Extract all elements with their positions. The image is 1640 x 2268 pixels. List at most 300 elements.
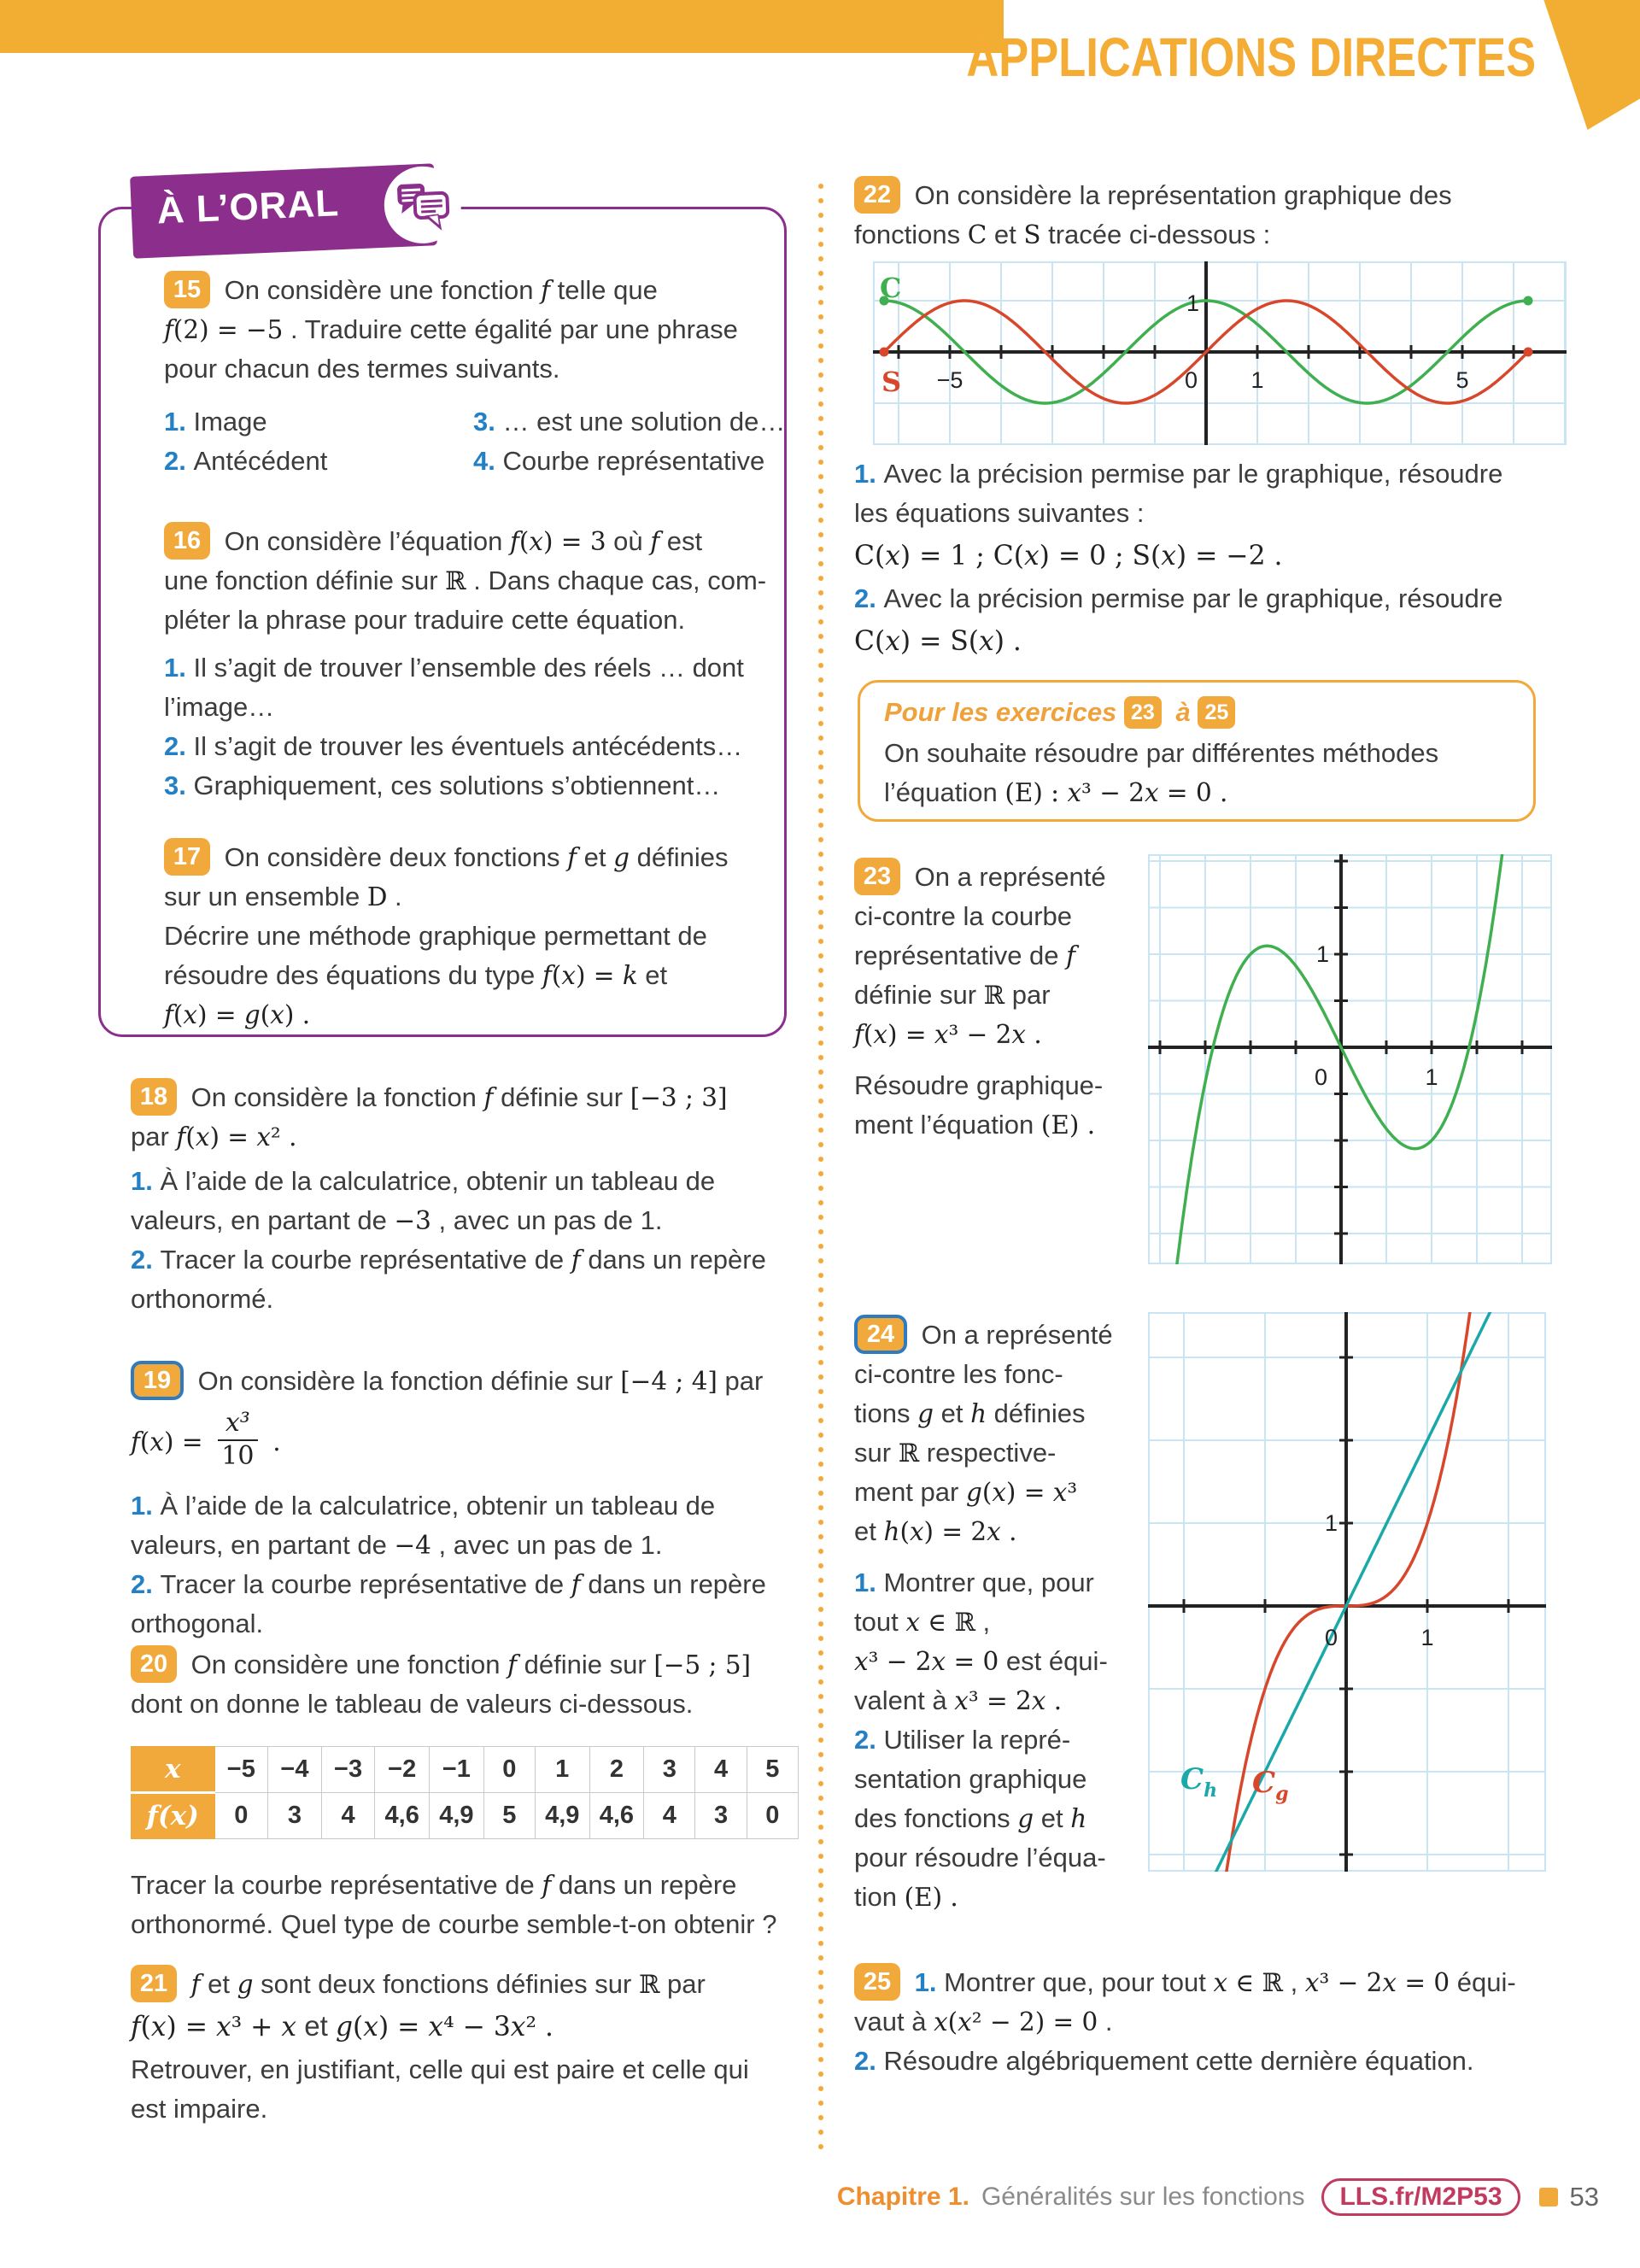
text-segment: ) = [1005, 1478, 1053, 1507]
text-line [164, 995, 728, 1034]
text-segment: g [965, 1478, 982, 1507]
text-segment: Résoudre algébriquement cette dernière équation. [883, 2046, 1474, 2076]
page-number: 53 [1569, 2182, 1599, 2212]
text-line [164, 601, 766, 640]
text-segment: définies [630, 842, 729, 872]
text-segment: ( [139, 1427, 150, 1456]
text-line [164, 561, 766, 601]
table-cell: 3 [268, 1793, 322, 1839]
text-segment: f [190, 1970, 201, 1999]
text-segment: f [509, 527, 519, 556]
text-line [854, 1760, 1113, 1799]
text-line [884, 693, 1242, 732]
text-segment: est [659, 526, 703, 556]
text-segment: x [270, 1000, 284, 1029]
text-segment: x [281, 2012, 297, 2042]
text-segment: = 0 [1397, 1968, 1450, 1997]
text-line [131, 1078, 727, 1117]
text-line [131, 1362, 763, 1401]
text-line [164, 956, 728, 995]
text-line [854, 1316, 1113, 1355]
text-segment: ³ = 2 [968, 1686, 1032, 1715]
values-table [131, 1746, 799, 1839]
text-line [131, 1162, 766, 1201]
text-line [131, 2004, 749, 2050]
exercise-22-items [854, 454, 1502, 665]
text-segment: x [1161, 541, 1176, 571]
text-segment: f [542, 961, 552, 990]
text-line [164, 766, 744, 806]
page-title: APPLICATIONS DIRECTES [966, 26, 1536, 88]
exercise-badge: 18 [131, 1078, 177, 1116]
text-segment: [−4 ; 4] [620, 1367, 718, 1396]
text-segment: 2. [131, 1569, 161, 1599]
text-segment: , avec un pas de 1. [430, 1205, 663, 1235]
text-segment: On considère une fonction [217, 275, 542, 305]
text-segment: x [1052, 1478, 1068, 1507]
table-cell: 1 [535, 1747, 589, 1793]
text-segment: respective- [919, 1438, 1057, 1468]
text-segment: dont on donne le tableau de valeurs ci-dessous. [131, 1689, 694, 1719]
text-segment: ) = [164, 1427, 211, 1456]
text-segment: 2. [854, 1725, 884, 1755]
text-segment: dans un repère [580, 1245, 766, 1275]
graph-label: 1 [1425, 1064, 1438, 1090]
text-segment: −4 [394, 1531, 431, 1560]
graph-label: 1 [1186, 290, 1199, 316]
text-segment: sentation graphique [854, 1764, 1087, 1794]
text-segment: (E) : [1004, 778, 1068, 807]
text-segment: Tracer la courbe représentative de [131, 1870, 542, 1900]
text-segment: 1. [854, 459, 884, 489]
text-segment: f [483, 1083, 494, 1112]
fraction: $\frac{\text{x³}}{10}$ [218, 1408, 258, 1471]
text-segment: x [363, 2012, 378, 2042]
exercise-badge: 23 [854, 858, 900, 895]
text-segment: Décrire une méthode graphique permettant de [164, 921, 707, 951]
text-line [854, 454, 1502, 494]
text-segment: ment par [854, 1477, 966, 1507]
graph-label: 1 [1315, 941, 1329, 967]
table-cell: 0 [483, 1747, 535, 1793]
text-segment: x [931, 1647, 946, 1676]
text-line [131, 1965, 749, 2004]
text-line [131, 1645, 751, 1685]
text-segment: On considère une fonction [184, 1650, 508, 1679]
left-column [98, 0, 799, 2268]
text-line [854, 1512, 1113, 1551]
text-segment: x [1031, 1686, 1046, 1715]
text-segment: . Dans chaque cas, com- [466, 566, 767, 595]
chapter-title: Généralités sur les fonctions [981, 2183, 1305, 2211]
text-line [131, 1280, 766, 1319]
text-line [164, 522, 766, 561]
chapter-label: Chapitre 1. [836, 2183, 969, 2211]
text-line [854, 1878, 1113, 1917]
text-segment: ( [185, 1122, 196, 1152]
text-line [164, 349, 738, 389]
text-line [854, 1355, 1113, 1394]
text-segment: ³ − 2 [1081, 778, 1145, 807]
exercise-badge: 16 [164, 522, 210, 560]
text-segment: f [507, 1650, 518, 1679]
exercise-19-items [131, 1486, 766, 1644]
text-line [164, 310, 738, 349]
graph-label: 1 [1250, 367, 1264, 393]
speech-bubbles-icon [383, 165, 463, 245]
table-cell: −5 [214, 1747, 268, 1793]
table-cell: 4 [321, 1793, 375, 1839]
text-line [131, 1486, 766, 1526]
text-segment: sur un ensemble [164, 882, 367, 911]
text-segment: par [131, 1122, 177, 1152]
text-segment: où [606, 526, 651, 556]
text-segment: ( [981, 1478, 993, 1507]
text-segment: x [150, 2012, 167, 2042]
text-segment: f [176, 1122, 186, 1152]
text-segment: x [905, 1608, 920, 1637]
text-segment: ( [863, 1020, 874, 1049]
exercise-badge: 24 [854, 1315, 907, 1354]
text-segment: f [164, 1000, 173, 1029]
trig-graph [873, 261, 1567, 445]
text-segment: résoudre des équations du type [164, 960, 542, 990]
text-segment: définie sur [854, 980, 984, 1010]
right-column [854, 0, 1555, 2268]
text-segment: ) . [284, 1000, 311, 1029]
g24-svg [1148, 1312, 1546, 1872]
page-number-marker [1539, 2188, 1558, 2206]
text-line [854, 936, 1106, 976]
text-segment: f [131, 1427, 140, 1456]
text-line [854, 1838, 1113, 1878]
text-line [131, 1526, 766, 1565]
text-segment: Il s’agit de trouver l’ensemble des réels … dont [193, 653, 744, 683]
text-segment: ci-contre la courbe [854, 901, 1073, 931]
exercises-23-25-box [858, 680, 1536, 822]
text-segment: x [987, 1517, 1001, 1546]
text-segment: Résoudre graphique- [854, 1070, 1104, 1100]
text-segment: , avec un pas de 1. [430, 1530, 663, 1560]
table-cell: 3 [644, 1747, 695, 1793]
text-line [854, 1433, 1113, 1473]
text-line [164, 442, 327, 481]
exercise-badge: 25 [854, 1963, 900, 2001]
table-row-header: f(x) [132, 1793, 215, 1839]
text-segment: Graphiquement, ces solutions s’obtiennent… [193, 771, 721, 800]
text-line [854, 1681, 1113, 1720]
lls-link-pill[interactable]: LLS.fr/M2P53 [1321, 2178, 1520, 2216]
exercise-15-list-right [473, 402, 785, 481]
exercise-18-intro [131, 1078, 727, 1157]
text-line [164, 727, 744, 766]
text-line [164, 877, 728, 917]
text-line [854, 579, 1502, 618]
text-segment: f [567, 843, 577, 872]
text-segment: 1. [914, 1967, 945, 1997]
text-segment: ( [518, 527, 530, 556]
text-segment: k [622, 961, 638, 990]
text-segment: Montrer que, pour [883, 1568, 1094, 1597]
text-segment: x [1213, 1968, 1228, 1997]
text-segment: . [264, 1427, 281, 1456]
exercise-20-caption [131, 1866, 776, 1944]
text-segment: Avec la précision permise par le graphique, résoudre [883, 459, 1503, 489]
text-segment: x [1304, 1968, 1320, 1997]
text-segment: ³ − 2 [1319, 1968, 1383, 1997]
text-segment: x [934, 2007, 948, 2037]
text-segment: tion [854, 1882, 905, 1912]
text-segment: On a représenté [907, 862, 1106, 892]
text-segment: x [873, 1020, 888, 1049]
text-segment: f [854, 1020, 864, 1049]
text-segment: les équations suivantes : [854, 498, 1145, 528]
text-segment: orthogonal. [131, 1609, 264, 1638]
exercise-17 [164, 838, 728, 1034]
text-segment: par [717, 1366, 764, 1396]
text-segment: g [335, 2012, 354, 2042]
exercise-19-intro [131, 1362, 763, 1401]
text-line [164, 917, 728, 956]
table-cell: 0 [747, 1793, 798, 1839]
oral-banner [130, 163, 437, 258]
text-segment: f [1066, 941, 1076, 970]
text-segment: Courbe représentative [502, 446, 765, 476]
text-segment: x [885, 541, 900, 571]
exercise-15-list-left [164, 402, 327, 481]
text-segment: ) = S( [899, 626, 980, 657]
text-segment: et [933, 1398, 971, 1428]
text-segment: ( [140, 2012, 151, 2042]
text-segment: 1. [164, 653, 194, 683]
text-segment: g [613, 843, 630, 872]
text-segment: C( [854, 626, 886, 657]
text-line [854, 1394, 1113, 1433]
graph-label: −5 [936, 367, 964, 393]
text-line [854, 897, 1106, 936]
text-line [854, 176, 1452, 215]
text-segment: et [637, 960, 668, 990]
text-segment: g [917, 1399, 934, 1428]
text-segment: ( [947, 2007, 958, 2037]
text-segment: ² . [525, 2012, 554, 2042]
text-line [854, 976, 1106, 1015]
text-segment: ) . [993, 626, 1022, 657]
text-segment: x [885, 626, 900, 657]
text-segment: g [237, 1970, 254, 1999]
text-segment: ) = 1 ; C( [899, 541, 1024, 571]
text-line [131, 1905, 776, 1944]
table-cell: 4 [644, 1793, 695, 1839]
text-segment: équi- [1450, 1967, 1516, 1997]
text-line [854, 1105, 1106, 1145]
text-segment: On a représenté [914, 1320, 1113, 1350]
text-segment: telle que [550, 275, 658, 305]
table-row-header: x [132, 1747, 215, 1793]
graph-label: 5 [1456, 367, 1469, 393]
graph-label: $C_h$ [1180, 1762, 1218, 1802]
text-line [854, 618, 1502, 665]
text-segment: pour chacun des termes suivants. [164, 354, 560, 384]
text-line [131, 1401, 281, 1483]
text-segment: ) = [887, 1020, 934, 1049]
text-segment: tracée ci-dessous : [1040, 220, 1271, 249]
text-segment: une fonction définie sur [164, 566, 446, 595]
text-line [131, 2050, 749, 2089]
text-segment: Avec la précision permise par le graphique, résoudre [883, 583, 1503, 613]
text-segment: ) = [575, 961, 623, 990]
text-segment: 3. [164, 771, 194, 800]
text-line [131, 1866, 776, 1905]
text-segment: x [1023, 541, 1040, 571]
text-segment: On considère l’équation [217, 526, 510, 556]
text-segment: 1. [131, 1166, 161, 1196]
table-cell: 3 [695, 1793, 747, 1839]
text-segment: x [958, 2007, 972, 2037]
table-cell: −1 [430, 1747, 484, 1793]
text-segment: ℝ [638, 1970, 660, 1999]
exercise-16-intro [164, 522, 766, 640]
exercise-24-text [854, 1316, 1113, 1917]
text-line [131, 1685, 751, 1724]
text-segment: −3 [394, 1206, 431, 1235]
text-segment: On considère la représentation graphique des [907, 180, 1452, 210]
curve-x3m2x [1148, 854, 1552, 1264]
text-segment: des fonctions [854, 1803, 1018, 1833]
text-segment: ℝ [898, 1439, 920, 1468]
text-segment: C [967, 220, 987, 249]
text-segment: ² . [270, 1122, 297, 1152]
text-segment: définies [987, 1398, 1086, 1428]
text-segment: ) = 0 ; S( [1039, 541, 1162, 571]
text-segment: 1. [164, 407, 194, 437]
text-segment: ∈ ℝ [1227, 1968, 1284, 1997]
table-cell: 4,9 [535, 1793, 589, 1839]
text-segment: (E) . [1040, 1111, 1096, 1140]
text-segment: x [979, 626, 994, 657]
text-segment: ( [173, 1000, 184, 1029]
table-cell: −4 [268, 1747, 322, 1793]
text-segment: h [970, 1399, 987, 1428]
text-segment: pour résoudre l’équa- [854, 1843, 1106, 1872]
text-segment: x [934, 1020, 949, 1049]
text-segment: définie sur [517, 1650, 654, 1679]
text-line [131, 1201, 766, 1240]
text-line [854, 1563, 1113, 1603]
graph-label: 0 [1184, 367, 1198, 393]
text-segment: f [571, 1570, 581, 1599]
footer [837, 2178, 1599, 2216]
text-segment: fonctions [854, 220, 968, 249]
text-segment: vaut à [854, 2007, 934, 2037]
text-segment: Montrer que, pour tout [944, 1967, 1214, 1997]
text-segment: Utiliser la repré- [883, 1725, 1071, 1755]
text-segment: ³ − 2 [948, 1020, 1012, 1049]
text-segment: sont deux fonctions définies sur [253, 1969, 639, 1999]
text-segment: valeurs, en partant de [131, 1530, 395, 1560]
text-segment: tout [854, 1607, 906, 1637]
text-segment: D [366, 882, 388, 911]
text-segment: 2. [131, 1245, 161, 1275]
text-line [473, 442, 785, 481]
text-segment: , [975, 1607, 991, 1637]
text-segment: [−5 ; 5] [653, 1650, 752, 1679]
oral-banner-label: À L’ORAL [155, 182, 341, 232]
graph-label: 1 [1420, 1625, 1434, 1650]
text-segment: pléter la phrase pour traduire cette équation. [164, 605, 686, 635]
graph-label: 0 [1314, 1064, 1327, 1090]
text-segment: ) = −2 . [1175, 541, 1283, 571]
table-cell: 4,6 [375, 1793, 430, 1839]
text-line [854, 2002, 1516, 2042]
exercise-badge: 23 [1124, 696, 1162, 729]
exercise-badge: 17 [164, 838, 210, 876]
text-segment: S [1023, 220, 1041, 249]
text-segment: valent à [854, 1685, 955, 1715]
text-line [164, 648, 744, 688]
text-segment: orthonormé. Quel type de courbe semble-t-on obtenir ? [131, 1909, 777, 1939]
text-segment: . [1026, 1020, 1042, 1049]
text-segment: x [1144, 778, 1159, 807]
text-segment: = 0 . [1158, 778, 1228, 807]
text-segment: f [131, 2012, 141, 2042]
text-segment: l’équation [884, 777, 1005, 807]
text-segment: ) = 2 [923, 1517, 987, 1546]
graph-label: S [882, 366, 902, 398]
graph-label: 1 [1324, 1510, 1338, 1536]
text-segment: orthonormé. [131, 1284, 274, 1314]
text-segment: … est une solution de… [502, 407, 786, 437]
table-cell: 4,6 [589, 1793, 644, 1839]
text-segment: [−3 ; 3] [630, 1083, 728, 1112]
text-segment: 2. [164, 446, 194, 476]
text-segment: Antécédent [193, 446, 328, 476]
text-segment: ment l’équation [854, 1110, 1041, 1140]
text-segment: définie sur [493, 1082, 630, 1112]
column-divider [817, 181, 824, 2154]
graph-label: C [880, 272, 902, 304]
text-segment: Tracer la courbe représentative de [160, 1245, 571, 1275]
table-cell: −3 [321, 1747, 375, 1793]
text-segment: On considère la fonction [184, 1082, 484, 1112]
oral-section-box [98, 182, 787, 1037]
text-segment: ℝ [983, 981, 1005, 1010]
text-segment: par [1004, 980, 1051, 1010]
exercise-16-items [164, 648, 744, 806]
text-segment: f [650, 527, 660, 556]
text-line [854, 2042, 1516, 2081]
text-segment: ( [260, 1000, 271, 1029]
text-segment: sur [854, 1438, 899, 1468]
text-segment: ² − 2) = 0 [971, 2007, 1098, 2037]
text-segment: f [571, 1245, 581, 1275]
text-segment: et [1034, 1803, 1071, 1833]
text-segment: . Traduire cette égalité par une phrase [283, 314, 738, 344]
text-segment: Pour les exercices [884, 697, 1124, 727]
text-segment: On considère deux fonctions [217, 842, 568, 872]
box-title [884, 693, 1242, 732]
text-line [131, 1117, 727, 1157]
exercise-badge: 19 [131, 1361, 184, 1400]
text-segment: (2) = −5 [173, 315, 284, 344]
text-segment: x [992, 1478, 1006, 1507]
text-segment: ℝ [445, 566, 466, 595]
graph-label: 0 [1324, 1625, 1338, 1650]
text-segment: x [561, 961, 576, 990]
text-segment: h [1070, 1804, 1087, 1833]
text-line [164, 688, 744, 727]
text-line [854, 1066, 1106, 1105]
